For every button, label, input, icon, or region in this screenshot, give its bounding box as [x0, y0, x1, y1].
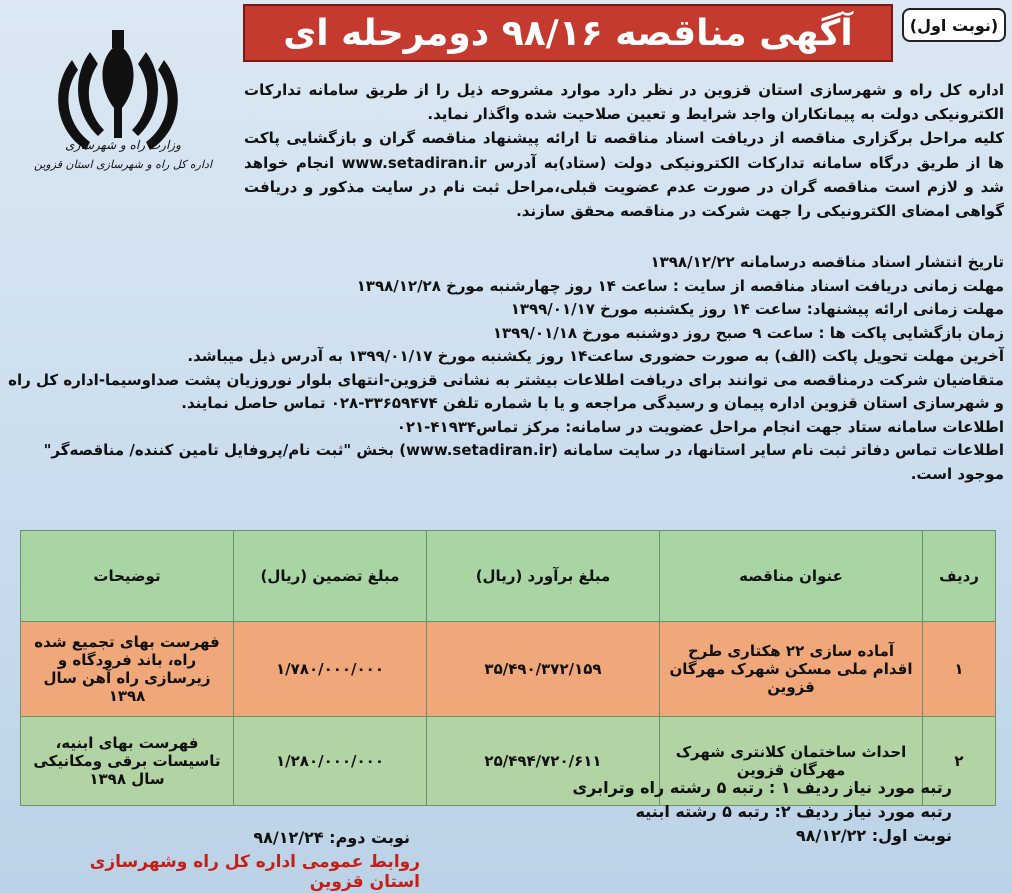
- detail-publish-date: تاریخ انتشار اسناد مناقصه درسامانه ۱۳۹۸/۱۲/۲۲: [650, 253, 1004, 271]
- header-guarantee: مبلغ تضمین (ریال): [234, 531, 427, 622]
- turn-one-date: نوبت اول: ۹۸/۱۲/۲۲: [795, 826, 952, 845]
- detail-contact-address: متقاضیان شرکت درمناقصه می توانند برای دریافت اطلاعات بیشتر به نشانی قزوین-انتهای بلوار نوروزیان پشت صداوسیما-اداره کل راه و شهرسازی استان قزوین اداره پیمان و رسیدگی مراجعه و یا با شماره تلفن ۳۳۶۵۹۴۷۴-۰۲۸ تماس حاصل نمایند.: [8, 370, 1004, 412]
- detail-opening-time: زمان بازگشایی پاکت ها : ساعت ۹ صبح روز دوشنبه مورخ ۱۳۹۹/۰۱/۱۸: [492, 323, 1004, 342]
- cell-estimate: ۲۵/۴۹۴/۷۲۰/۶۱۱: [427, 717, 660, 806]
- grade-row-1: رتبه مورد نیاز ردیف ۱ : رتبه ۵ رشته راه وترابری: [572, 778, 952, 797]
- title-banner: [243, 4, 893, 62]
- cell-row-number: ۱: [923, 622, 996, 717]
- table-row: [21, 622, 996, 717]
- intro-paragraph-2: کلیه مراحل برگزاری مناقصه از دریافت اسناد مناقصه تا ارائه پیشنهاد مناقصه گران و بازگشایی پاکت ها از طریق درگاه سامانه تدارکات الکترونیکی دولت (ستاد)به آدرس www.setadiran.ir انجام خواهد شد و لازم است مناقصه گران در صورت عدم عضویت قبلی،مراحل ثبت نام در سایت مذکور و دریافت گواهی امضای الکترونیکی را جهت شرکت در مناقصه محقق سازند.: [244, 129, 1005, 221]
- cell-notes: فهرست بهای تجمیع شده راه، باند فرودگاه و زیرسازی راه آهن سال ۱۳۹۸: [21, 622, 234, 717]
- header-title: عنوان مناقصه: [660, 531, 923, 622]
- notice-title: آگهی مناقصه ۹۸/۱۶ دومرحله ای: [283, 12, 853, 54]
- department-name: اداره کل راه و شهرسازی استان قزوین: [33, 158, 213, 171]
- details-text: [8, 251, 1004, 486]
- header-estimate: مبلغ برآورد (ریال): [427, 531, 660, 622]
- turn-two-date: نوبت دوم: ۹۸/۱۲/۲۴: [253, 828, 410, 847]
- cell-guarantee: ۱/۲۸۰/۰۰۰/۰۰۰: [234, 717, 427, 806]
- tender-table: [20, 530, 996, 806]
- detail-registration-offices: اطلاعات تماس دفاتر ثبت نام سایر استانها، در سایت سامانه (www.setadiran.ir) بخش "ثبت نام/پروفایل تامین کننده/ مناقصه‌گر" موجود است.: [43, 441, 1004, 483]
- turn-badge: (نوبت اول): [902, 8, 1006, 42]
- detail-doc-deadline: مهلت زمانی دریافت اسناد مناقصه از سایت : ساعت ۱۴ روز چهارشنبه مورخ ۱۳۹۸/۱۲/۲۸: [356, 276, 1004, 295]
- detail-setad-contact: اطلاعات سامانه ستاد جهت انجام مراحل عضویت در سامانه: مرکز تماس۴۱۹۳۴-۰۲۱: [396, 417, 1004, 436]
- grade-row-2: رتبه مورد نیاز ردیف ۲: رتبه ۵ رشته ابنیه: [635, 802, 952, 821]
- public-relations-signature: روابط عمومی اداره کل راه وشهرسازی استان قزوین: [89, 852, 420, 892]
- cell-title: آماده سازی ۲۲ هکتاری طرح اقدام ملی مسکن شهرک مهرگان قزوین: [660, 622, 923, 717]
- table-header-row: [21, 531, 996, 622]
- cell-estimate: ۳۵/۴۹۰/۳۷۲/۱۵۹: [427, 622, 660, 717]
- cell-row-number: ۲: [923, 717, 996, 806]
- cell-notes: فهرست بهای ابنیه، تاسیسات برقی ومکانیکی سال ۱۳۹۸: [21, 717, 234, 806]
- cell-guarantee: ۱/۷۸۰/۰۰۰/۰۰۰: [234, 622, 427, 717]
- intro-paragraph-1: اداره کل راه و شهرسازی استان قزوین در نظر دارد موارد مشروحه ذیل را از طریق سامانه تدارکات الکترونیکی دولت به پیمانکاران واجد شرایط و تعیین صلاحیت شده واگذار نماید.: [244, 81, 1004, 124]
- intro-text: [244, 78, 1004, 223]
- detail-envelope-deadline: آخرین مهلت تحویل پاکت (الف) به صورت حضوری ساعت۱۴ روز یکشنبه مورخ ۱۳۹۹/۰۱/۱۷ به آدرس ذیل میباشد.: [187, 347, 1004, 365]
- ministry-name: وزارت راه و شهرسازی: [65, 138, 181, 152]
- cell-title: احداث ساختمان کلانتری شهرک مهرگان قزوین: [660, 717, 923, 806]
- detail-bid-deadline: مهلت زمانی ارائه پیشنهاد: ساعت ۱۴ روز یکشنبه مورخ ۱۳۹۹/۰۱/۱۷: [510, 300, 1004, 318]
- header-row-number: ردیف: [923, 531, 996, 622]
- header-notes: توضیحات: [21, 531, 234, 622]
